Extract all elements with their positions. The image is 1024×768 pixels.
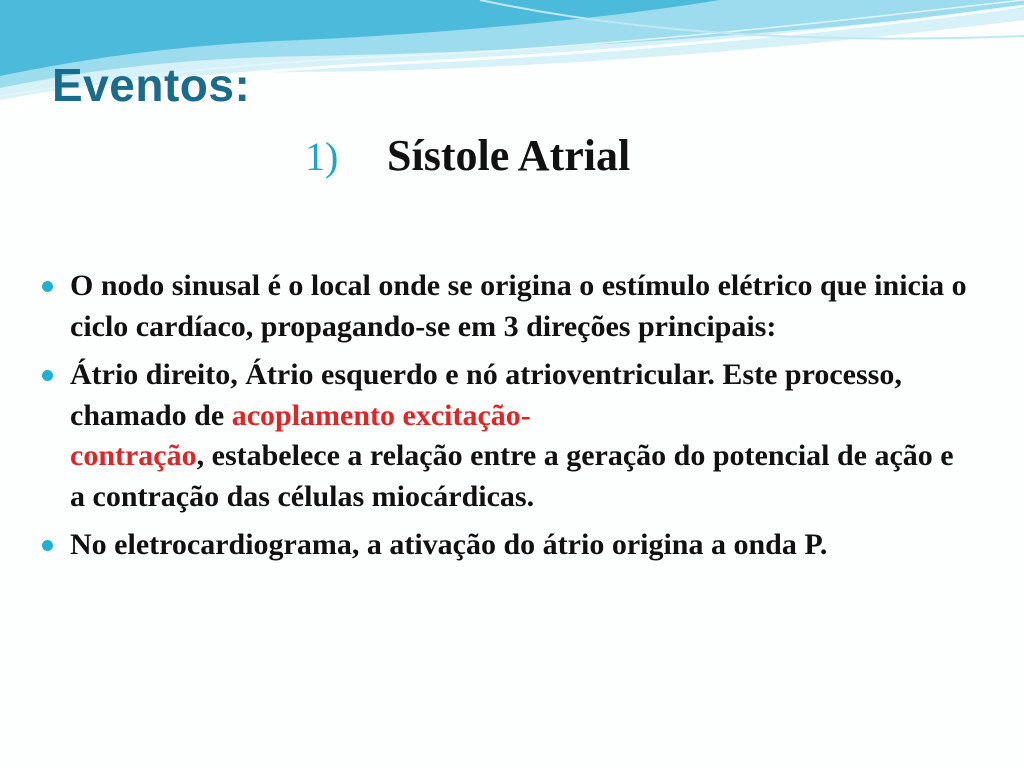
bullet-text: O nodo sinusal é o local onde se origina o estímulo elétrico que inicia o ciclo cardíaco, propagando-se em 3 direções principais: — [70, 269, 967, 343]
subheading-text: Sístole Atrial — [387, 131, 631, 180]
list-item — [42, 525, 972, 566]
highlight-term-part-2: contração — [70, 439, 197, 472]
subheading — [305, 130, 630, 182]
bullet-dot-icon — [42, 370, 53, 381]
subheading-number: 1) — [305, 134, 339, 179]
bullet-text: No eletrocardiograma, a ativação do átrio origina a onda P. — [70, 528, 828, 561]
bullet-dot-icon — [42, 281, 53, 292]
highlight-term-part-1: acoplamento excitação- — [231, 398, 531, 432]
bullet-text-before: Átrio direito, Átrio esquerdo e nó atrioventricular. Este processo, chamado de — [70, 358, 902, 432]
list-item — [42, 355, 972, 517]
bullet-dot-icon — [42, 540, 53, 551]
bullet-list — [42, 266, 972, 574]
slide-title: Eventos: — [52, 59, 251, 111]
bullet-text-after: , estabelece a relação entre a geração do potencial de ação e a contração das células miocárdicas. — [70, 439, 954, 513]
list-item — [42, 266, 972, 347]
